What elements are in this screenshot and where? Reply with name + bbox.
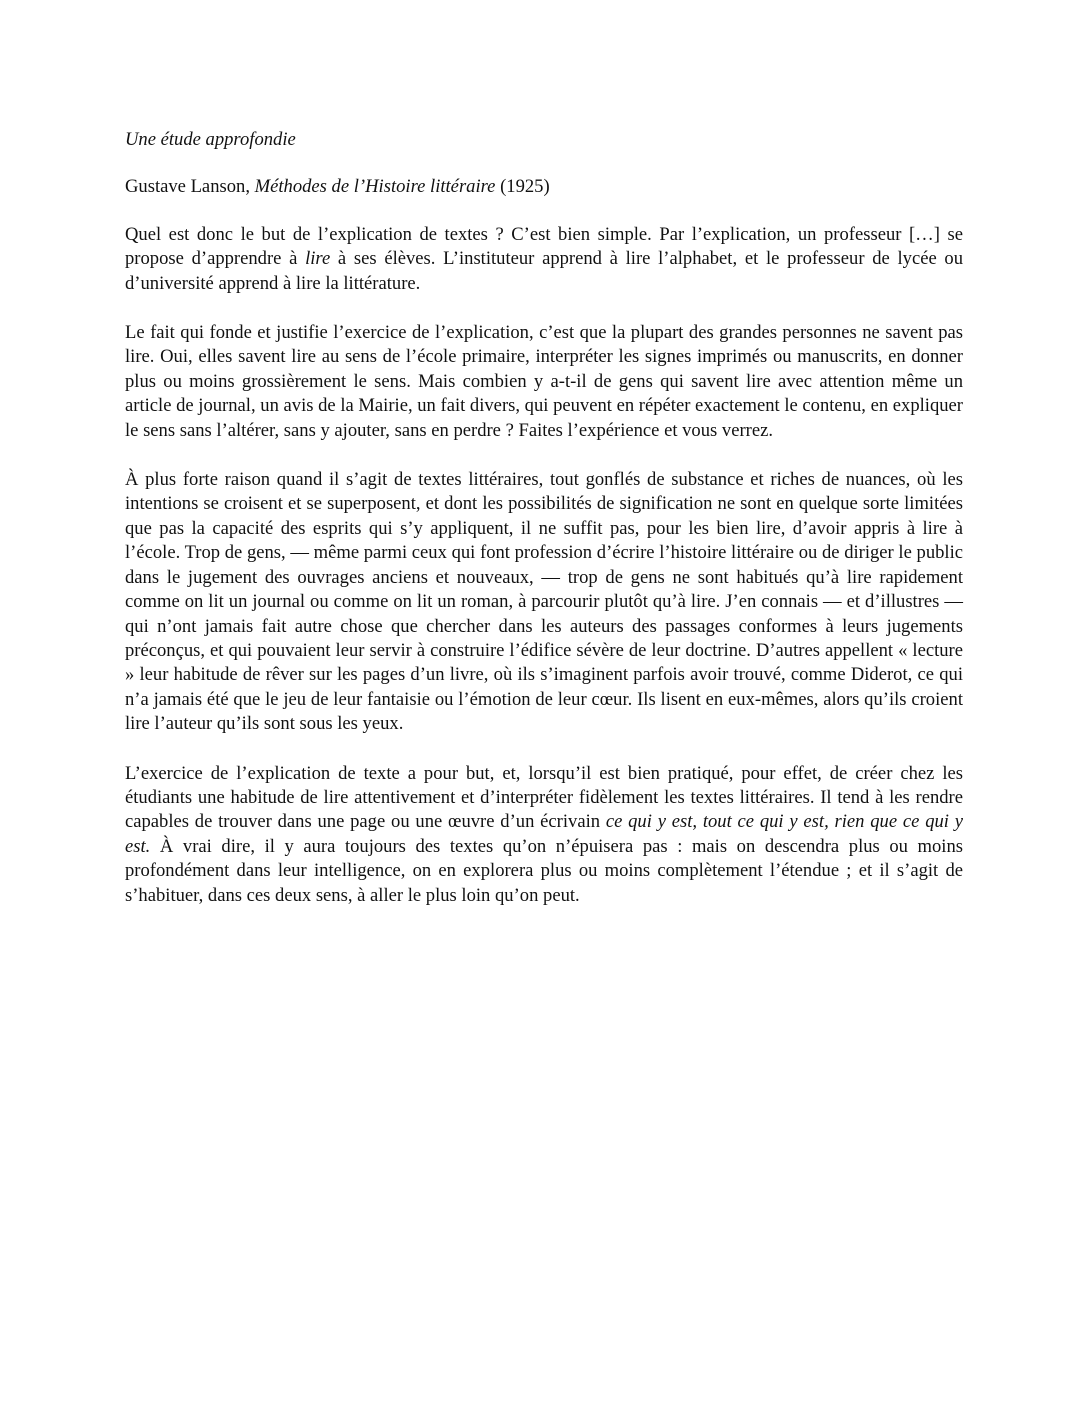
publication-year: (1925) (500, 176, 550, 198)
document-page (125, 128, 963, 933)
author-citation (125, 175, 963, 199)
work-title: Méthodes de l’Histoire littéraire (254, 176, 496, 198)
paragraph-1-emphasis: lire (305, 248, 331, 270)
paragraph-1 (125, 223, 963, 296)
paragraph-1-text-a: Quel est donc le but de l’explication de textes ? C’est bien simple. Par l’explication, un professeur […] se propose d’apprendre à (125, 223, 963, 270)
paragraph-4-emphasis: ce qui y est, tout ce qui y est, rien que ce qui y est. (125, 811, 963, 857)
paragraph-4 (125, 762, 963, 908)
paragraph-3: À plus forte raison quand il s’agit de textes littéraires, tout gonflés de substance et riches de nuances, où les intentions se croisent et se superposent, et dont les possibilités de signification ne sont en quelque sorte limitées que pas la capacité des esprits qui s’y appliquent, il ne suffit pas, pour les bien lire, d’avoir appris à lire à l’école. Trop de gens, — même parmi ceux qui font profession d’écrire l’histoire littéraire ou de diriger le public dans le jugement des ouvrages anciens et nouveaux, — trop de gens ne sont habitués qu’à lire rapidement comme on lit un journal ou comme on lit un roman, à parcourir plutôt qu’à lire. J’en connais — et d’illustres — qui n’ont jamais fait autre chose que chercher dans les auteurs des passages conformes à leurs jugements préconçus, et qui pouvaient leur servir à construire l’édifice sévère de leur doctrine. D’autres appellent « lecture » leur habitude de rêver sur les pages d’un livre, où ils s’imaginent parfois avoir trouvé, comme Diderot, ce qui n’a jamais été que le jeu de leur fantaisie ou l’émotion de leur cœur. Ils lisent en eux-mêmes, alors qu’ils croient lire l’auteur qu’ils sont sous les yeux. (125, 469, 963, 735)
paragraph-4-text-a: L’exercice de l’explication de texte a pour but, et, lorsqu’il est bien pratiqué, pour effet, de créer chez les étudiants une habitude de lire attentivement et d’interpréter fidèlement les textes littéraires. Il tend à les rendre capables de trouver dans une page ou une œuvre d’un écrivain (125, 762, 963, 833)
paragraph-1-text-b: à ses élèves. L’instituteur apprend à lire l’alphabet, et le professeur de lycée ou d’université apprend à lire la littérature. (125, 248, 964, 294)
author-name: Gustave Lanson, (125, 176, 250, 198)
title-text: Une étude approfondie (125, 129, 296, 150)
paragraph-4-text-b: À vrai dire, il y aura toujours des textes qu’on n’épuisera pas : mais on descendra plus ou moins profondément dans leur intelligence, on en explorera plus ou moins complètement l’étendue ; et il s’agit de s’habituer, dans ces deux sens, à aller le plus loin qu’on peut. (125, 835, 963, 906)
document-title (125, 128, 963, 152)
paragraph-2: Le fait qui fonde et justifie l’exercice de l’explication, c’est que la plupart des grandes personnes ne savent pas lire. Oui, elles savent lire au sens de l’école primaire, interpréter les signes imprimés ou manuscrits, en donner plus ou moins grossièrement le sens. Mais combien y a-t-il de gens qui savent lire avec attention même un article de journal, un avis de la Mairie, un fait divers, qui peuvent en répéter exactement le contenu, en expliquer le sens sans l’altérer, sans y ajouter, sans en perdre ? Faites l’expérience et vous verrez. (125, 322, 963, 441)
